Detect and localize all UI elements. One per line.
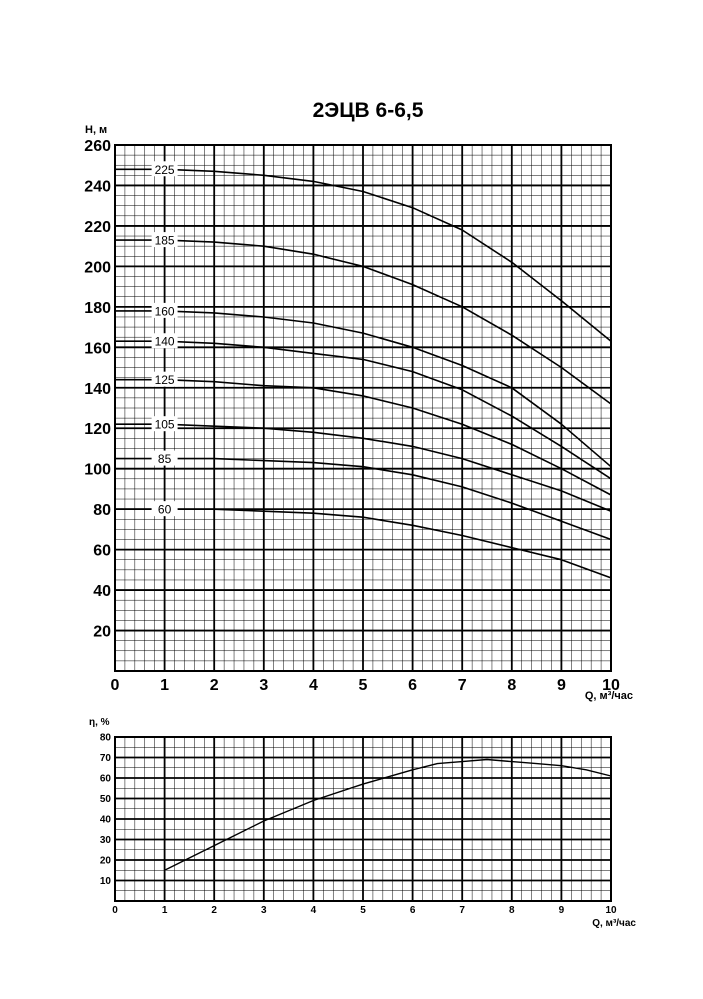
x-tick-label: 9 bbox=[556, 677, 566, 694]
curve-label-225: 225 bbox=[154, 162, 175, 177]
y-tick-label: 10 bbox=[99, 876, 111, 887]
x-axis-label: Q, м³/час bbox=[584, 690, 633, 702]
chart-title: 2ЭЦВ 6-6,5 bbox=[312, 99, 424, 122]
x-tick-label: 7 bbox=[459, 905, 465, 916]
y-tick-label: 140 bbox=[84, 380, 111, 398]
y-tick-label: 40 bbox=[93, 583, 111, 601]
x-tick-label: 8 bbox=[507, 677, 517, 694]
x-tick-label: 4 bbox=[310, 905, 317, 916]
y-tick-label: 120 bbox=[84, 421, 111, 439]
x-tick-label: 5 bbox=[360, 905, 366, 916]
x-tick-label: 5 bbox=[358, 677, 368, 694]
x-tick-label: 3 bbox=[259, 677, 269, 694]
x-axis-label: Q, м³/час bbox=[592, 918, 636, 929]
y-axis-label: H, м bbox=[85, 124, 108, 136]
y-tick-label: 80 bbox=[99, 732, 111, 744]
x-tick-label: 3 bbox=[261, 905, 267, 916]
y-tick-label: 70 bbox=[99, 753, 111, 764]
efficiency-flow-chart bbox=[89, 717, 636, 929]
y-tick-label: 20 bbox=[99, 855, 111, 867]
curve-label-160: 160 bbox=[154, 304, 175, 319]
y-tick-label: 30 bbox=[99, 835, 111, 846]
y-tick-label: 180 bbox=[84, 299, 111, 317]
y-axis-label: η, % bbox=[89, 717, 110, 728]
x-tick-label: 4 bbox=[308, 677, 318, 694]
curve-label-60: 60 bbox=[157, 502, 172, 517]
x-tick-label: 9 bbox=[558, 905, 565, 916]
y-tick-label: 240 bbox=[84, 178, 111, 196]
x-tick-label: 10 bbox=[602, 677, 620, 694]
x-tick-label: 0 bbox=[110, 677, 120, 694]
x-tick-label: 2 bbox=[209, 677, 219, 694]
x-tick-label: 6 bbox=[409, 905, 416, 916]
y-tick-label: 60 bbox=[93, 542, 111, 560]
x-tick-label: 8 bbox=[509, 905, 515, 916]
y-tick-label: 80 bbox=[93, 502, 111, 520]
x-tick-label: 6 bbox=[408, 677, 418, 694]
x-tick-label: 1 bbox=[161, 905, 168, 916]
curve-label-85: 85 bbox=[157, 452, 172, 467]
curve-label-125: 125 bbox=[154, 373, 175, 388]
efficiency-curve bbox=[165, 760, 611, 871]
x-tick-label: 2 bbox=[211, 905, 217, 916]
curve-label-105: 105 bbox=[154, 417, 175, 432]
x-tick-label: 1 bbox=[160, 677, 170, 694]
curve-label-185: 185 bbox=[154, 233, 175, 248]
y-tick-label: 40 bbox=[99, 814, 111, 826]
y-tick-label: 160 bbox=[84, 340, 111, 358]
y-tick-label: 200 bbox=[84, 259, 111, 277]
curve-label-140: 140 bbox=[154, 334, 175, 349]
y-tick-label: 20 bbox=[93, 623, 111, 641]
y-tick-label: 220 bbox=[84, 218, 111, 236]
x-tick-label: 7 bbox=[457, 677, 467, 694]
y-tick-label: 50 bbox=[99, 794, 111, 805]
y-tick-label: 260 bbox=[84, 138, 111, 155]
y-tick-label: 60 bbox=[99, 773, 111, 785]
y-tick-label: 100 bbox=[84, 461, 111, 479]
x-tick-label: 0 bbox=[112, 905, 118, 916]
head-flow-chart bbox=[84, 99, 633, 702]
x-tick-label: 10 bbox=[605, 905, 617, 916]
